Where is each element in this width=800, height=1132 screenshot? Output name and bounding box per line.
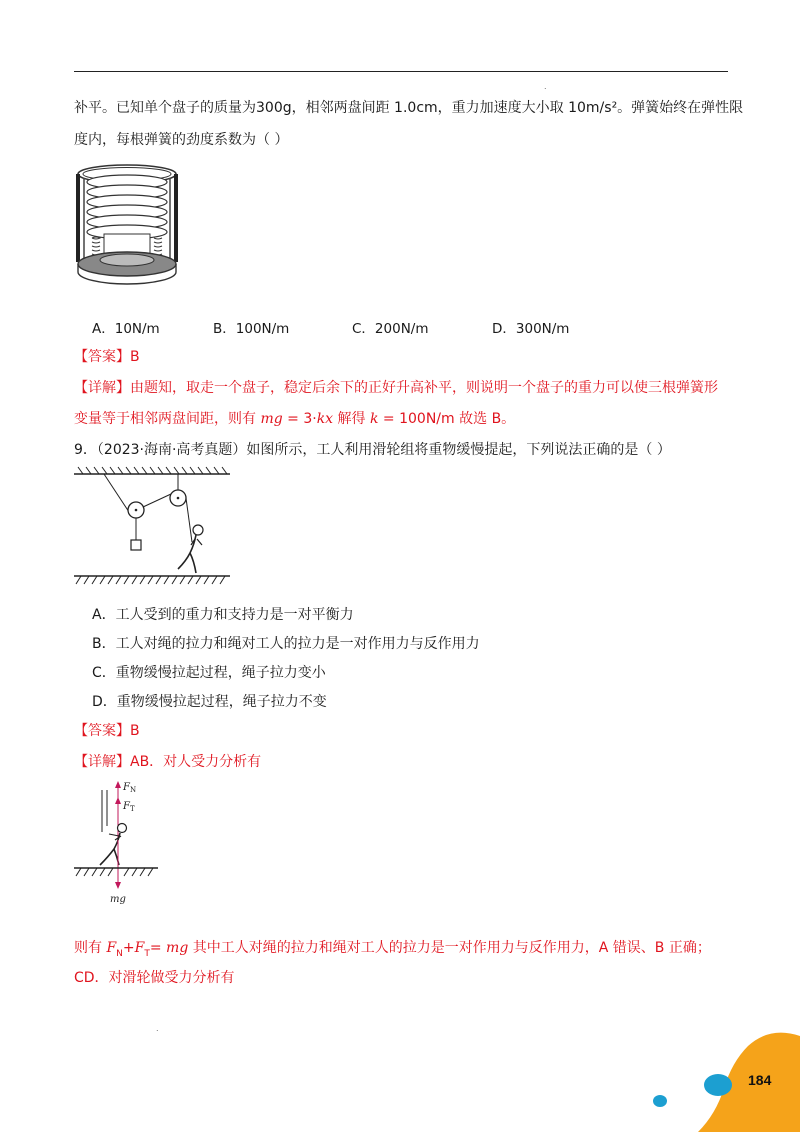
q8-text-line1: 补平。已知单个盘子的质量为300g，相邻两盘间距 1.0cm，重力加速度大小取 10m/s²。弹簧始终在弹性限: [74, 100, 744, 116]
q9-equation-line: 则有 $F_N+F_T=$ mg 其中工人对绳的拉力和绳对工人的拉力是一对作用力与反作用力，A 错误、B 正确；: [74, 940, 711, 959]
stray-mark-2: .: [156, 1024, 159, 1033]
header-rule: [74, 71, 728, 72]
q8-detail-line1: 【详解】由题知，取走一个盘子，稳定后余下的正好升高补平，则说明一个盘子的重力可以使三根弹簧形: [74, 380, 718, 396]
q9-option-d: D．重物缓慢拉起过程，绳子拉力不变: [92, 694, 327, 710]
q9-option-a: A．工人受到的重力和支持力是一对平衡力: [92, 607, 354, 623]
q8-option-b: B．100N/m: [213, 321, 290, 337]
q8-option-c: C．200N/m: [352, 321, 429, 337]
force-diagram-figure: [74, 776, 164, 908]
q8-detail-line2: 变量等于相邻两盘间距，则有 mg = 3·kx 解得 k = 100N/m 故选 B。: [74, 411, 516, 427]
spring-plate-figure: [74, 160, 184, 296]
page-corner-decoration: [640, 1028, 800, 1132]
q9-detail-intro: 【详解】AB．对人受力分析有: [74, 754, 262, 770]
q9-option-b: B．工人对绳的拉力和绳对工人的拉力是一对作用力与反作用力: [92, 636, 480, 652]
ft-label: $F_T$: [123, 801, 135, 813]
q8-answer: 【答案】B: [74, 349, 140, 365]
q8-option-d: D．300N/m: [492, 321, 570, 337]
q9-answer: 【答案】B: [74, 723, 140, 739]
q8-text-line2: 度内，每根弹簧的劲度系数为（ ）: [74, 132, 289, 148]
q9-cd-line: CD．对滑轮做受力分析有: [74, 970, 235, 986]
q8-option-a: A．10N/m: [92, 321, 160, 337]
pulley-worker-figure: [74, 466, 234, 586]
stray-mark: .: [544, 82, 547, 91]
q9-stem: 9．（2023·海南·高考真题）如图所示，工人利用滑轮组将重物缓慢提起，下列说法正确的是（ ）: [74, 442, 671, 458]
mg-label: mg: [110, 894, 126, 905]
page-number: 184: [748, 1072, 772, 1088]
q9-option-c: C．重物缓慢拉起过程，绳子拉力变小: [92, 665, 326, 681]
fn-label: $F_N$: [123, 782, 137, 794]
